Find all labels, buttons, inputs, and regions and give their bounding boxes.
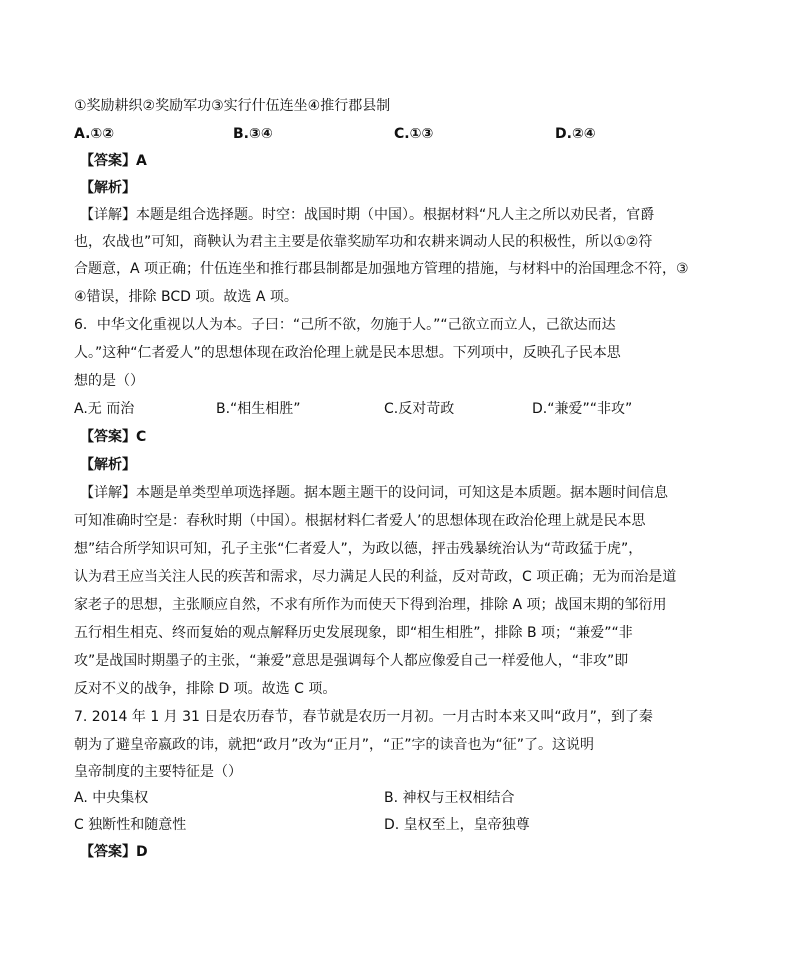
q7-stem-line: 皇帝制度的主要特征是（） xyxy=(74,764,242,780)
q7-option-a: A. 中央集权 xyxy=(74,790,149,806)
q6-detail-line: 反对不义的战争，排除 D 项。故选 C 项。 xyxy=(74,681,337,697)
q6-option-b: B.“相生相胜” xyxy=(216,401,301,417)
q6-option-a: A.无 而治 xyxy=(74,401,135,417)
q5-option-b: B.③④ xyxy=(233,126,273,142)
q6-stem-line: 6．中华文化重视以人为本。子曰：“己所不欲，勿施于人。”“己欲立而立人，己欲达而达 xyxy=(74,317,616,333)
q6-detail-line: 攻”是战国时期墨子的主张，“兼爱”意思是强调每个人都应像爱自己一样爱他人，“非攻”即 xyxy=(74,653,629,669)
q5-detail-line: 【详解】本题是组合选择题。时空：战国时期（中国）。根据材料“凡人主之所以劝民者，官爵 xyxy=(80,207,655,223)
q6-detail-line: 【详解】本题是单类型单项选择题。据本题主题干的设问词，可知这是本质题。据本题时间信息 xyxy=(80,485,668,501)
q5-detail-line: ④错误，排除 BCD 项。故选 A 项。 xyxy=(74,289,298,305)
q7-stem-line: 朝为了避皇帝嬴政的讳，就把“政月”改为“正月”，“正”字的读音也为“征”了。这说明 xyxy=(74,737,595,753)
q6-stem-line: 想的是（） xyxy=(74,373,144,389)
q6-option-c: C.反对苛政 xyxy=(384,401,455,417)
q6-analysis-label: 【解析】 xyxy=(80,457,136,473)
q5-option-c: C.①③ xyxy=(394,126,434,142)
q7-answer: 【答案】D xyxy=(80,844,148,860)
q7-stem-line: 7. 2014 年 1 月 31 日是农历春节，春节就是农历一月初。一月古时本来又叫“政月”，到了秦 xyxy=(74,709,653,725)
q7-option-d: D. 皇权至上，皇帝独尊 xyxy=(384,817,530,833)
q6-answer: 【答案】C xyxy=(80,429,147,445)
q5-detail-line: 合题意，A 项正确；什伍连坐和推行郡县制都是加强地方管理的措施，与材料中的治国理念不符，③ xyxy=(74,261,689,277)
q6-detail-line: 认为君王应当关注人民的疾苦和需求，尽力满足人民的利益，反对苛政，C 项正确；无为而治是道 xyxy=(74,569,677,585)
q6-detail-line: 五行相生相克、终而复始的观点解释历史发展现象，即“相生相胜”，排除 B 项；“兼爱”“非 xyxy=(74,625,633,641)
q6-detail-line: 家老子的思想，主张顺应自然，不求有所作为而使天下得到治理，排除 A 项；战国末期的邹衍用 xyxy=(74,597,667,613)
q6-detail-line: 想”结合所学知识可知，孔子主张“仁者爱人”，为政以德，抨击残暴统治认为“苛政猛于虎”， xyxy=(74,541,643,557)
q5-option-d: D.②④ xyxy=(555,126,596,142)
q6-option-d: D.“兼爱”“非攻” xyxy=(532,401,633,417)
q7-option-c: C 独断性和随意性 xyxy=(74,817,187,833)
q6-stem-line: 人。”这种“仁者爱人”的思想体现在政治伦理上就是民本思想。下列项中，反映孔子民本思 xyxy=(74,345,621,361)
q5-statement: ①奖励耕织②奖励军功③实行什伍连坐④推行郡县制 xyxy=(74,98,391,114)
q5-answer: 【答案】A xyxy=(80,153,147,169)
q5-detail-line: 也，农战也”可知，商鞅认为君主主要是依靠奖励军功和农耕来调动人民的积极性，所以①②符 xyxy=(74,234,653,250)
q6-detail-line: 可知准确时空是：春秋时期（中国）。根据材料仁者爱人’的思想体现在政治伦理上就是民本思 xyxy=(74,513,646,529)
q7-option-b: B. 神权与王权相结合 xyxy=(384,790,515,806)
q5-option-a: A.①② xyxy=(74,126,115,142)
q5-analysis-label: 【解析】 xyxy=(80,180,136,196)
